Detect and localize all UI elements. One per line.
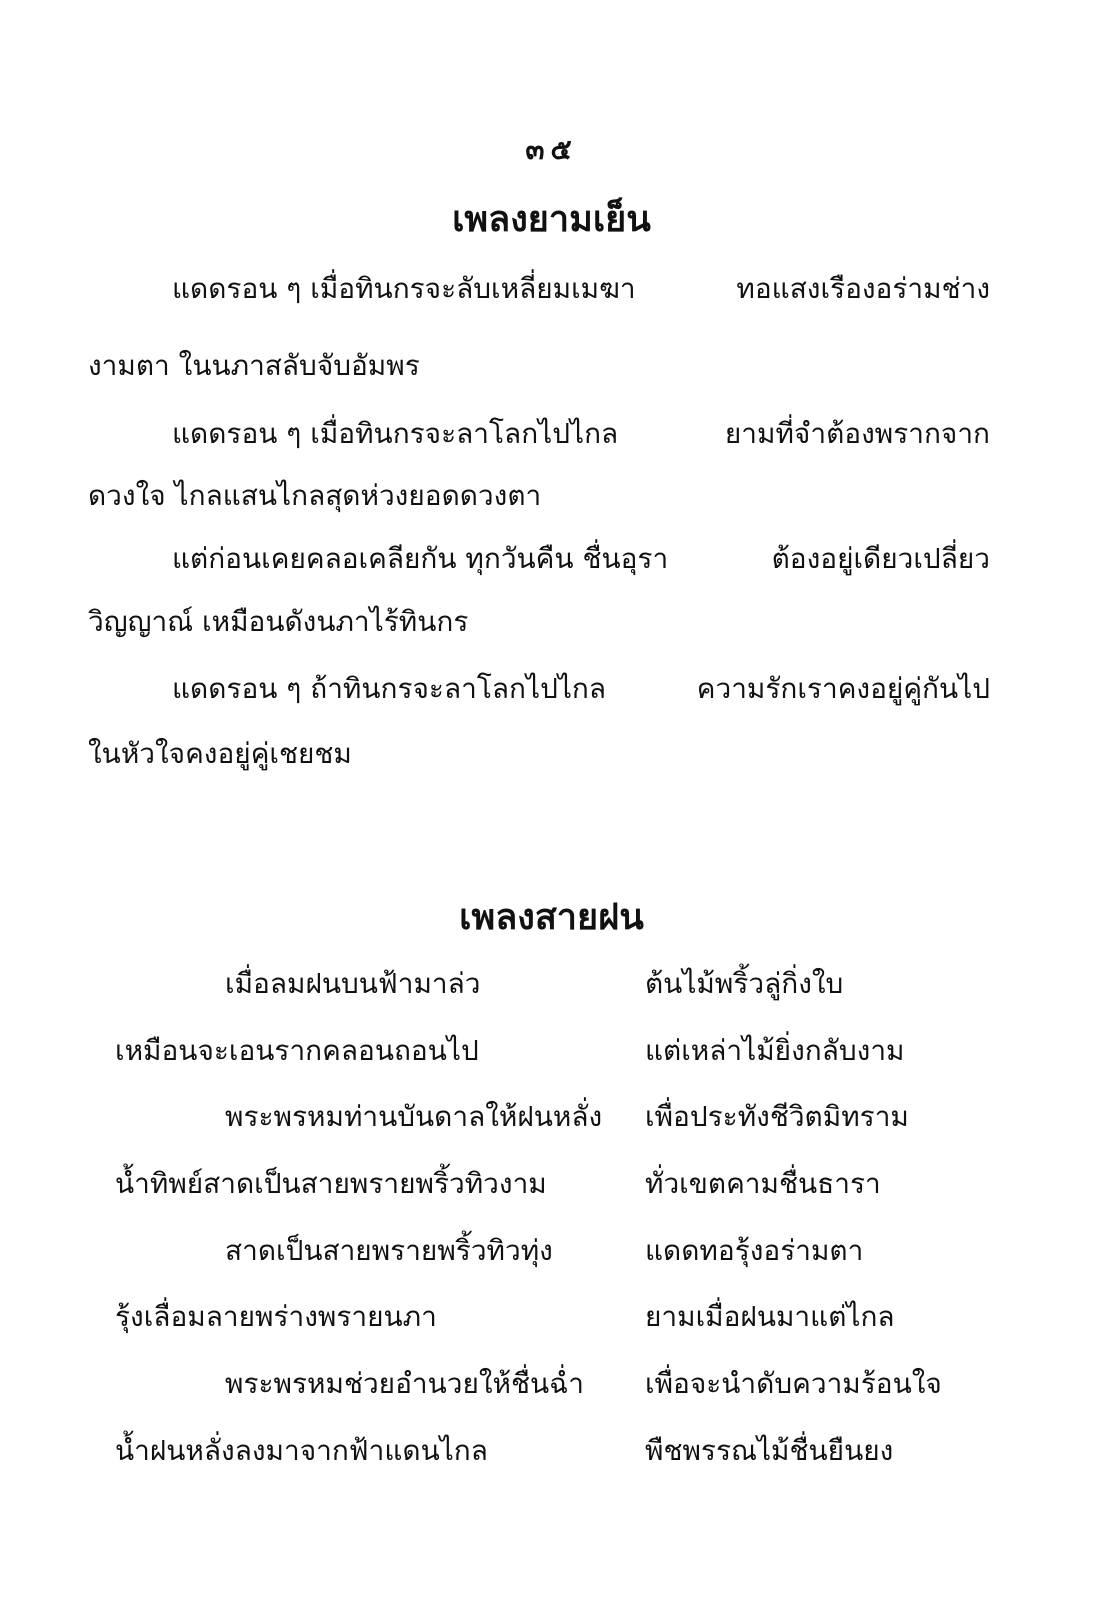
verse-line: ทอแสงเรืองอร่ามช่าง — [736, 272, 990, 305]
verse-line: แดดรอน ๆ ถ้าทินกรจะลาโลกไปไกล — [172, 672, 607, 705]
verse-line-left: พระพรหมช่วยอำนวยให้ชื่นฉ่ำ — [225, 1367, 584, 1400]
verse-line: ดวงใจ ไกลแสนไกลสุดห่วงยอดดวงตา — [88, 479, 542, 512]
verse-line: แต่ก่อนเคยคลอเคลียกัน ทุกวันคืน ชื่นอุรา — [172, 542, 669, 575]
verse-line-left: พระพรหมท่านบันดาลให้ฝนหลั่ง — [225, 1100, 603, 1133]
song-title: เพลงยามเย็น — [452, 199, 651, 240]
verse-line: วิญญาณ์ เหมือนดังนภาไร้ทินกร — [88, 605, 469, 638]
verse-line: ยามที่จำต้องพรากจาก — [724, 417, 990, 450]
verse-line-left: เมื่อลมฝนบนฟ้ามาล่ว — [225, 967, 481, 1000]
verse-line-left: รุ้งเลื่อมลายพร่างพรายนภา — [115, 1300, 437, 1333]
verse-line-right: ต้นไม้พริ้วลู่กิ่งใบ — [645, 967, 844, 1000]
verse-line-right: เพื่อจะนำดับความร้อนใจ — [645, 1367, 942, 1400]
verse-line-right: แดดทอรุ้งอร่ามตา — [645, 1234, 864, 1267]
verse-line-right: แต่เหล่าไม้ยิ่งกลับงาม — [645, 1034, 905, 1067]
verse-line-left: น้ำทิพย์สาดเป็นสายพรายพริ้วทิวงาม — [115, 1167, 547, 1200]
verse-line-right: ทั่วเขตคามชื่นธารา — [645, 1167, 881, 1200]
page-number: ๓๕ — [525, 133, 578, 166]
verse-line-left: เหมือนจะเอนรากคลอนถอนไป — [115, 1034, 479, 1067]
verse-line-right: เพื่อประทังชีวิตมิทราม — [645, 1100, 909, 1133]
verse-line: งามตา ในนภาสลับจับอัมพร — [88, 349, 420, 382]
verse-line-left: น้ำฝนหลั่งลงมาจากฟ้าแดนไกล — [115, 1434, 488, 1467]
verse-line-right: พืชพรรณไม้ชื่นยืนยง — [645, 1434, 894, 1467]
verse-line: ความรักเราคงอยู่คู่กันไป — [696, 672, 990, 705]
verse-line: ในหัวใจคงอยู่คู่เชยชม — [88, 737, 352, 770]
verse-line-right: ยามเมื่อฝนมาแต่ไกล — [645, 1300, 895, 1333]
song-title: เพลงสายฝน — [459, 897, 644, 938]
verse-line-left: สาดเป็นสายพรายพริ้วทิวทุ่ง — [225, 1234, 553, 1267]
verse-line: แดดรอน ๆ เมื่อทินกรจะลาโลกไปไกล — [172, 417, 619, 450]
verse-line: ต้องอยู่เดียวเปลี่ยว — [771, 542, 990, 575]
verse-line: แดดรอน ๆ เมื่อทินกรจะลับเหลี่ยมเมฆา — [172, 272, 636, 305]
